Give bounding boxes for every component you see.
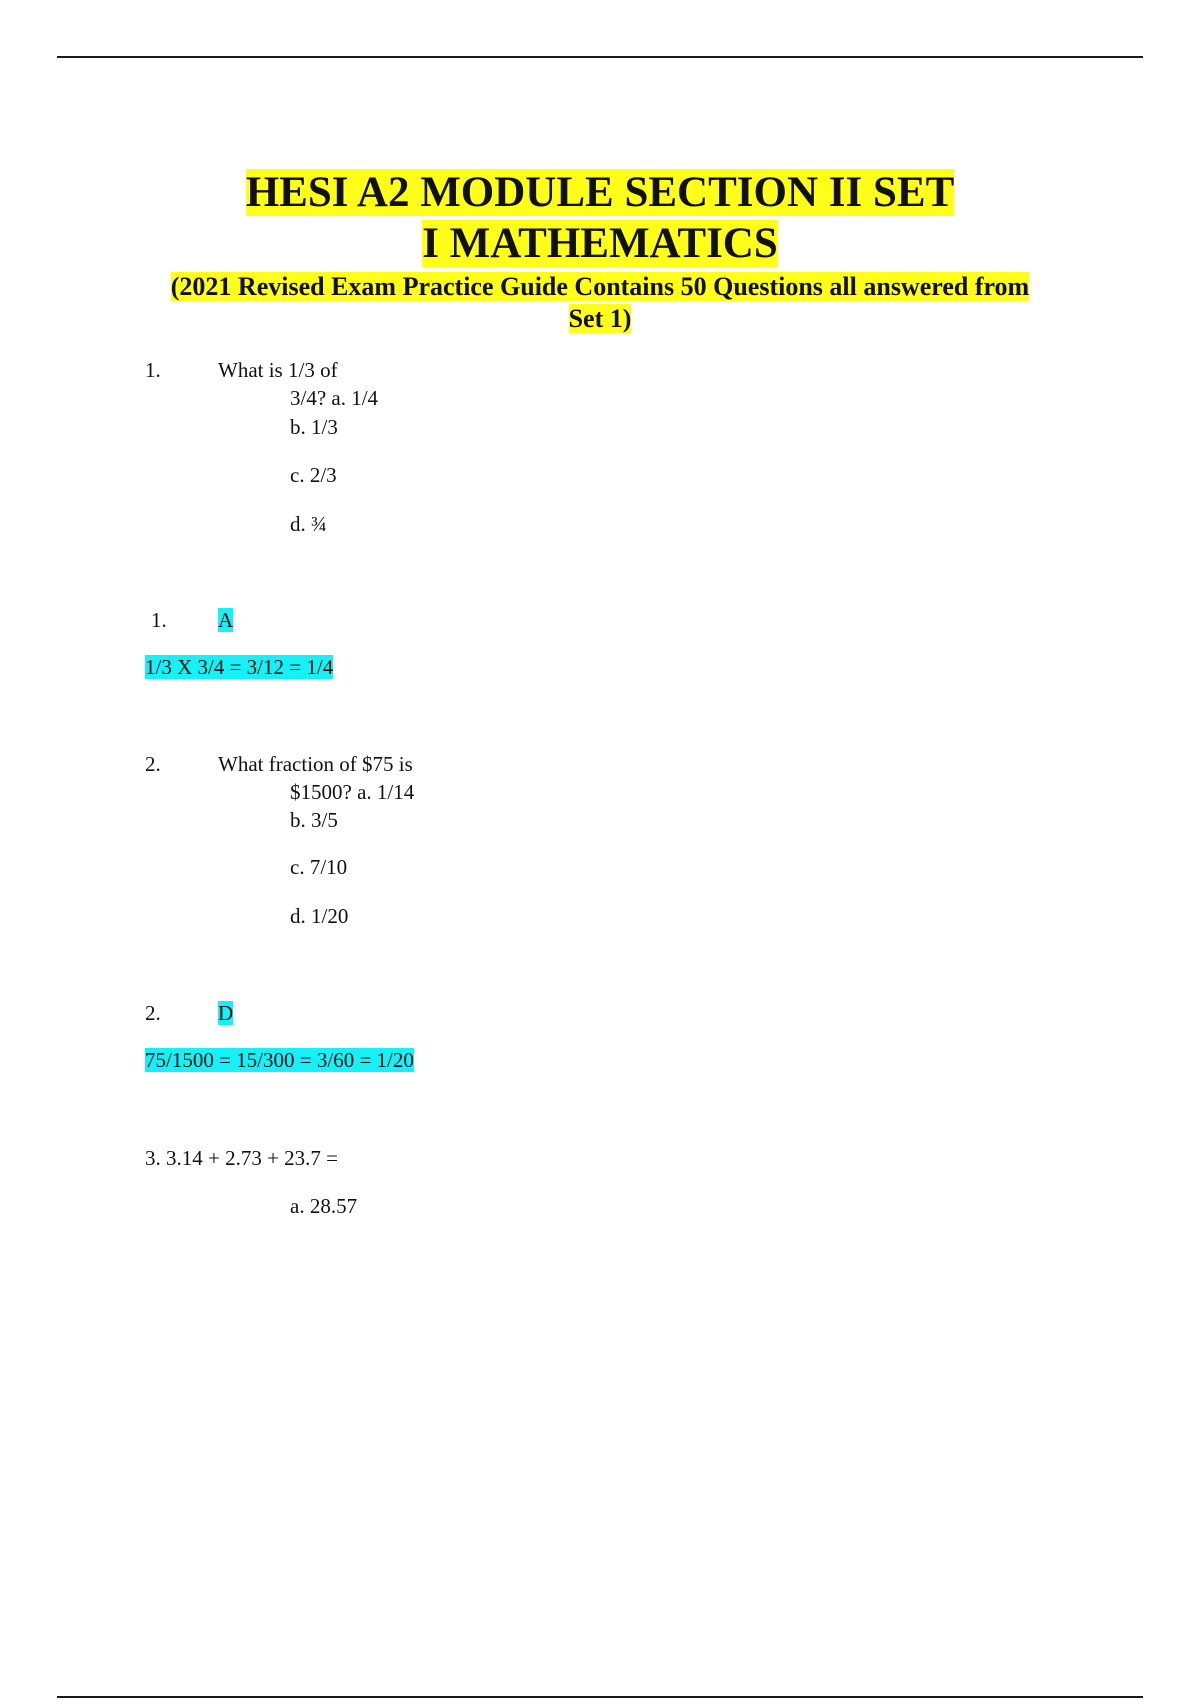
footer-rule (57, 1696, 1143, 1698)
answer-number: 2. (145, 1001, 161, 1025)
header-rule (57, 56, 1143, 58)
question-stem-line: $1500? a. 1/14 (290, 780, 415, 804)
document-title-line-1 (0, 168, 1200, 218)
title-highlight: HESI A2 MODULE SECTION II SET (245, 169, 955, 216)
subtitle-highlight: Set 1) (568, 304, 632, 333)
question-stem-line: 3/4? a. 1/4 (290, 386, 379, 410)
answer-number: 1. (151, 608, 167, 632)
document-subtitle-line-2 (0, 303, 1200, 334)
question-stem-line: What is 1/3 of (218, 358, 338, 382)
document-title-line-2 (0, 219, 1200, 269)
question-number: 2. (145, 752, 161, 776)
answer-option: c. 7/10 (290, 855, 348, 879)
title-highlight: I MATHEMATICS (422, 220, 778, 267)
document-subtitle-line-1 (0, 271, 1200, 302)
answer-explanation: 75/1500 = 15/300 = 3/60 = 1/20 (145, 1048, 414, 1072)
question-stem-line: What fraction of $75 is (218, 752, 413, 776)
answer-option: b. 1/3 (290, 415, 338, 439)
question-stem-line: 3. 3.14 + 2.73 + 23.7 = (145, 1146, 339, 1170)
answer-option: d. 1/20 (290, 904, 349, 928)
answer-explanation: 1/3 X 3/4 = 3/12 = 1/4 (145, 655, 334, 679)
subtitle-highlight: (2021 Revised Exam Practice Guide Contains 50 Questions all answered from (170, 272, 1030, 301)
answer-option: c. 2/3 (290, 463, 337, 487)
answer-option: b. 3/5 (290, 808, 338, 832)
answer-option: d. ¾ (290, 512, 327, 536)
question-number: 1. (145, 358, 161, 382)
answer-option: a. 28.57 (290, 1194, 358, 1218)
answer-letter: D (218, 1001, 234, 1025)
answer-letter: A (218, 608, 234, 632)
